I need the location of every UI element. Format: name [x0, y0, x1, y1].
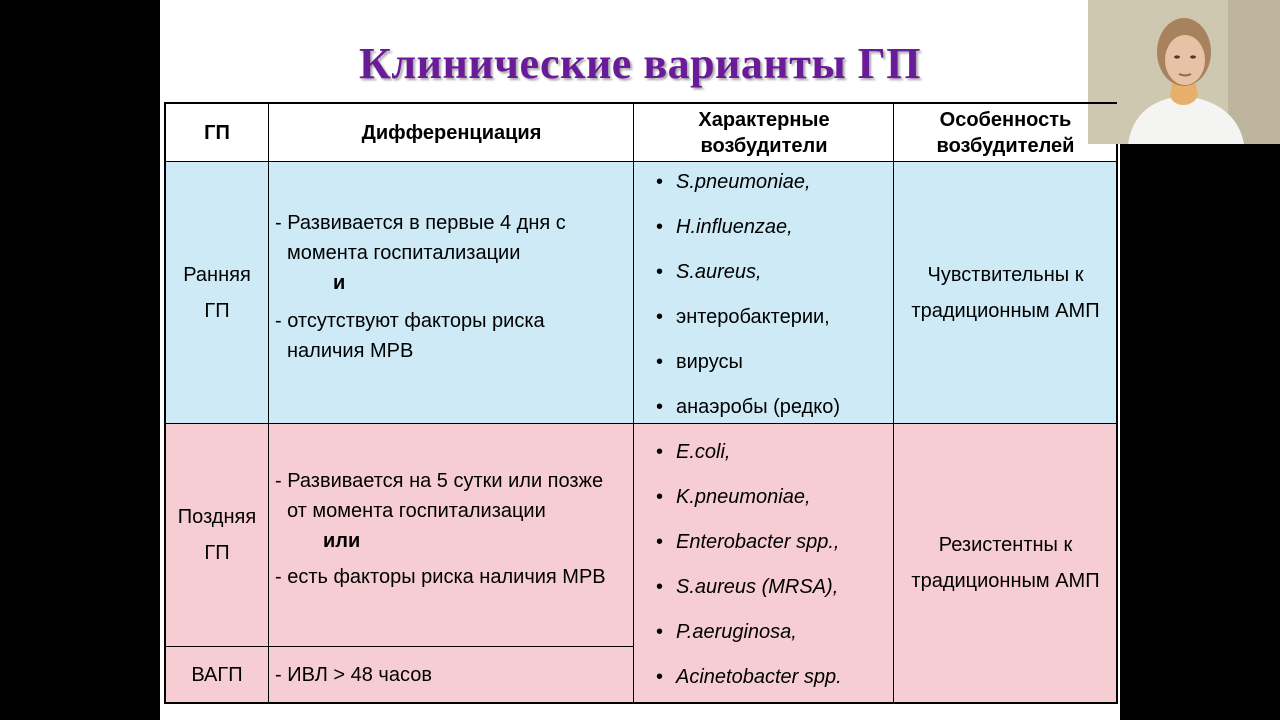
- late-conjunction: или: [323, 530, 361, 552]
- late-pathogens: [654, 430, 894, 703]
- table-line-col1: [268, 102, 269, 704]
- table-border-right: [1116, 144, 1118, 704]
- early-feature: Чувствительны к традиционным АМП: [911, 263, 1100, 322]
- table-border-bottom: [165, 702, 1117, 704]
- early-diff-line1b: момента госпитализации: [287, 242, 521, 264]
- table-border-left: [164, 102, 166, 704]
- late-gp-name: Поздняя ГП: [177, 506, 257, 564]
- pathogen-item: • вирусы: [676, 340, 894, 385]
- vap-gp-name: ВАГП: [191, 664, 243, 686]
- pathogen-item: • P.aeruginosa,: [676, 610, 894, 655]
- pathogen-item: • S.aureus (MRSA),: [676, 565, 894, 610]
- pathogen-item: • K.pneumoniae,: [676, 475, 894, 520]
- header-differentiation: Дифференциация: [361, 121, 542, 144]
- vap-differentiation: - ИВЛ > 48 часов: [275, 663, 432, 686]
- header-feature: Особенность возбудителей: [936, 108, 1075, 157]
- pathogen-item: • Enterobacter spp.,: [676, 520, 894, 565]
- pathogen-item: • Acinetobacter spp.: [676, 655, 894, 700]
- table-line-early: [165, 423, 1117, 424]
- late-feature: Резистентны к традиционным АМП: [911, 534, 1100, 592]
- early-pathogens: [654, 160, 894, 425]
- early-diff-line1a: - Развивается в первые 4 дня с: [275, 212, 566, 234]
- table-line-col2: [633, 102, 634, 704]
- header-pathogens: Характерные возбудители: [698, 108, 830, 157]
- header-gp: ГП: [204, 121, 230, 144]
- early-differentiation: [269, 208, 634, 408]
- early-conjunction: и: [333, 272, 346, 294]
- pathogen-item: • анаэробы (редко): [676, 385, 894, 430]
- table-line-header: [165, 161, 1117, 162]
- pathogen-item: • энтеробактерии,: [676, 295, 894, 340]
- table-border-top: [165, 102, 1117, 104]
- early-gp-name: Ранняя ГП: [183, 263, 251, 322]
- late-diff-line2: - есть факторы риска наличия МРВ: [275, 566, 606, 588]
- early-diff-line2b: наличия МРВ: [287, 340, 414, 362]
- late-diff-line1b: от момента госпитализации: [287, 500, 546, 522]
- table-line-late: [165, 646, 634, 647]
- late-differentiation: [269, 466, 634, 616]
- pathogen-item: • H.influenzae,: [676, 205, 894, 250]
- pathogen-item: • S.aureus,: [676, 250, 894, 295]
- pathogen-item: • E.coli,: [676, 430, 894, 475]
- early-diff-line2a: - отсутствуют факторы риска: [275, 310, 545, 332]
- pathogen-item: • S.pneumoniae,: [676, 160, 894, 205]
- table-line-col3: [893, 102, 894, 704]
- slide-title: Клинические варианты ГП: [359, 39, 921, 88]
- late-diff-line1a: - Развивается на 5 сутки или позже: [275, 470, 604, 492]
